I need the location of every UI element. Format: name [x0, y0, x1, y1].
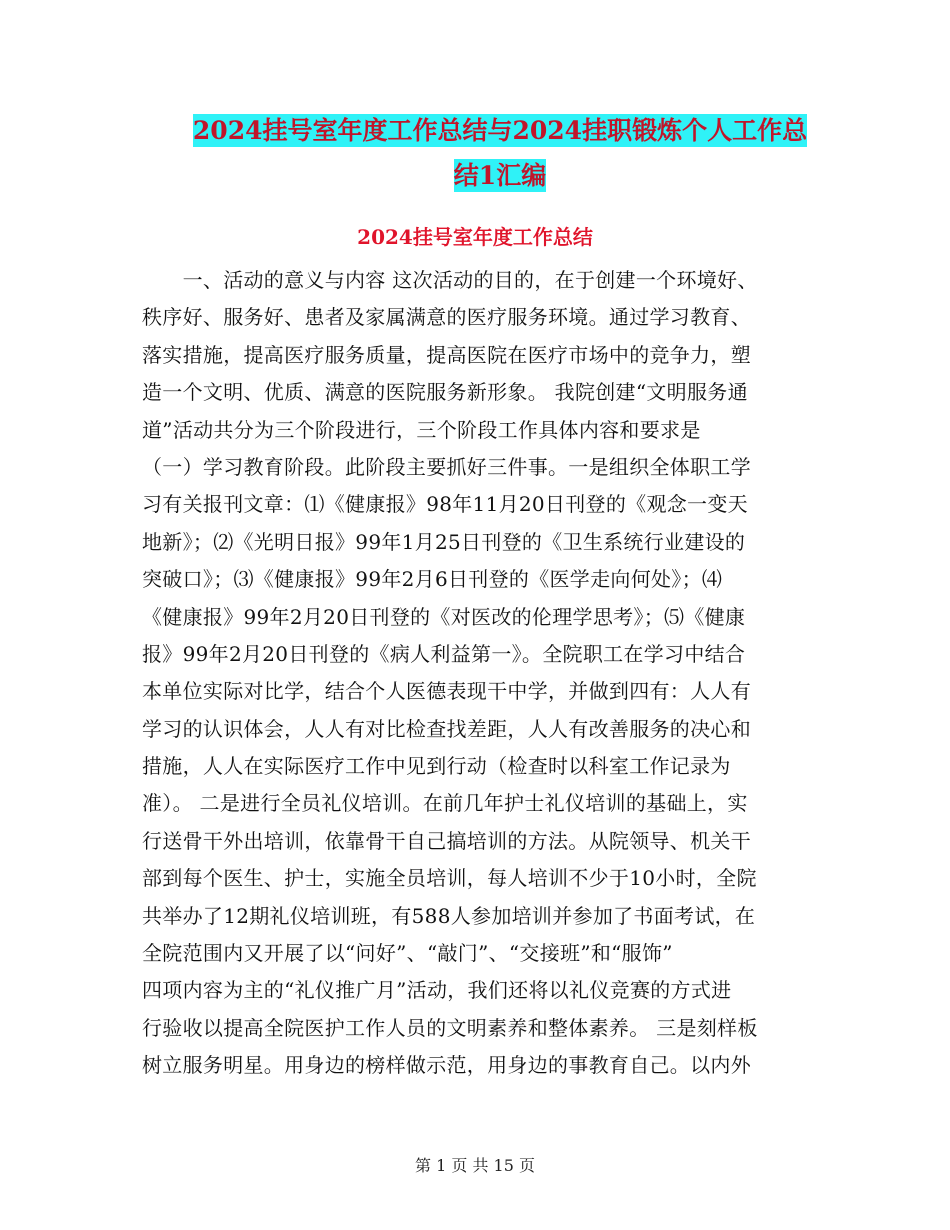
body-line: 准）。 二是进行全员礼仪培训。在前几年护士礼仪培训的基础上，实: [142, 791, 748, 816]
body-line: 造一个文明、优质、满意的医院服务新形象。 我院创建“文明服务通: [142, 380, 748, 405]
body-line: 秩序好、服务好、患者及家属满意的医疗服务环境。通过学习教育、: [142, 305, 751, 330]
body-line: 树立服务明星。用身边的榜样做示范，用身边的事教育自己。以内外: [142, 1053, 751, 1078]
section-title: 2024挂号室年度工作总结: [357, 225, 593, 249]
body-line: 措施，人人在实际医疗工作中见到行动（检查时以科室工作记录为: [142, 754, 731, 779]
body-line: 地新》；⑵《光明日报》99年1月25日刊登的《卫生系统行业建设的: [142, 529, 746, 554]
body-line: 《健康报》99年2月20日刊登的《对医改的伦理学思考》；⑸《健康: [142, 604, 746, 629]
body-line: 行送骨干外出培训，依靠骨干自己搞培训的方法。从院领导、机关干: [142, 828, 751, 853]
body-line: 学习的认识体会，人人有对比检查找差距，人人有改善服务的决心和: [142, 716, 751, 741]
body-line: 习有关报刊文章：⑴《健康报》98年11月20日刊登的《观念一变天: [142, 492, 748, 517]
title-line-1: 2024挂号室年度工作总结与2024挂职锻炼个人工作总: [192, 116, 808, 145]
body-line: 报》99年2月20日刊登的《病人利益第一》。全院职工在学习中结合: [142, 641, 746, 666]
body-line: 一、活动的意义与内容 这次活动的目的，在于创建一个环境好、: [142, 268, 758, 292]
body-line: （一）学习教育阶段。此阶段主要抓好三件事。一是组织全体职工学: [142, 454, 751, 479]
title-line-2: 结1汇编: [453, 161, 547, 190]
body-line: 落实措施，提高医疗服务质量，提高医院在医疗市场中的竞争力，塑: [142, 342, 751, 367]
page-footer: 第 1 页 共 15 页: [415, 1156, 535, 1175]
body-line: 突破口》；⑶《健康报》99年2月6日刊登的《医学走向何处》；⑷: [142, 567, 723, 592]
body-line: 四项内容为主的“礼仪推广月”活动，我们还将以礼仪竞赛的方式进: [142, 978, 732, 1003]
body-line: 共举办了12期礼仪培训班，有588人参加培训并参加了书面考试，在: [142, 903, 756, 928]
body-line: 部到每个医生、护士，实施全员培训，每人培训不少于10小时，全院: [142, 866, 757, 891]
body-text: [142, 262, 810, 1085]
body-line: 本单位实际对比学，结合个人医德表现干中学，并做到四有：人人有: [142, 679, 751, 704]
document-title: [140, 108, 860, 198]
body-line: 道”活动共分为三个阶段进行，三个阶段工作具体内容和要求是: [142, 417, 701, 442]
body-line: 行验收以提高全院医护工作人员的文明素养和整体素养。 三是刻样板: [142, 1015, 758, 1040]
body-line: 全院范围内又开展了以“问好”、“敲门”、“交接班”和“服饰”: [142, 941, 673, 966]
